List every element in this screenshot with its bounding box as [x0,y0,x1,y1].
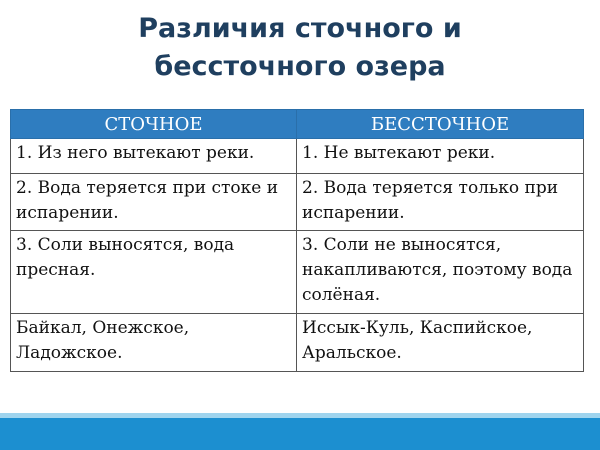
table-cell: 2. Вода теряется только при испарении. [297,174,584,231]
table-cell: Байкал, Онежское, Ладожское. [11,314,297,372]
table-cell: 1. Не вытекают реки. [297,139,584,174]
table-header-row [11,110,584,139]
table-cell: 2. Вода теряется при стоке и испарении. [11,174,297,231]
slide-title-line-1: Различия сточного и [138,13,462,44]
table-cell: 1. Из него вытекают реки. [11,139,297,174]
table-row [11,139,584,174]
table-row [11,174,584,231]
table-row [11,314,584,372]
comparison-table [10,109,584,372]
table-cell: 3. Соли не выносятся, накапливаются, поэтому вода солёная. [297,231,584,314]
table-row [11,231,584,314]
footer-bar [0,418,600,450]
header-drainage-lake: СТОЧНОЕ [11,110,297,139]
table-cell: Иссык-Куль, Каспийское, Аральское. [297,314,584,372]
slide-title [0,10,600,86]
header-endorheic-lake: БЕССТОЧНОЕ [297,110,584,139]
table-cell: 3. Соли выносятся, вода пресная. [11,231,297,314]
slide-title-line-2: бессточного озера [154,51,446,82]
